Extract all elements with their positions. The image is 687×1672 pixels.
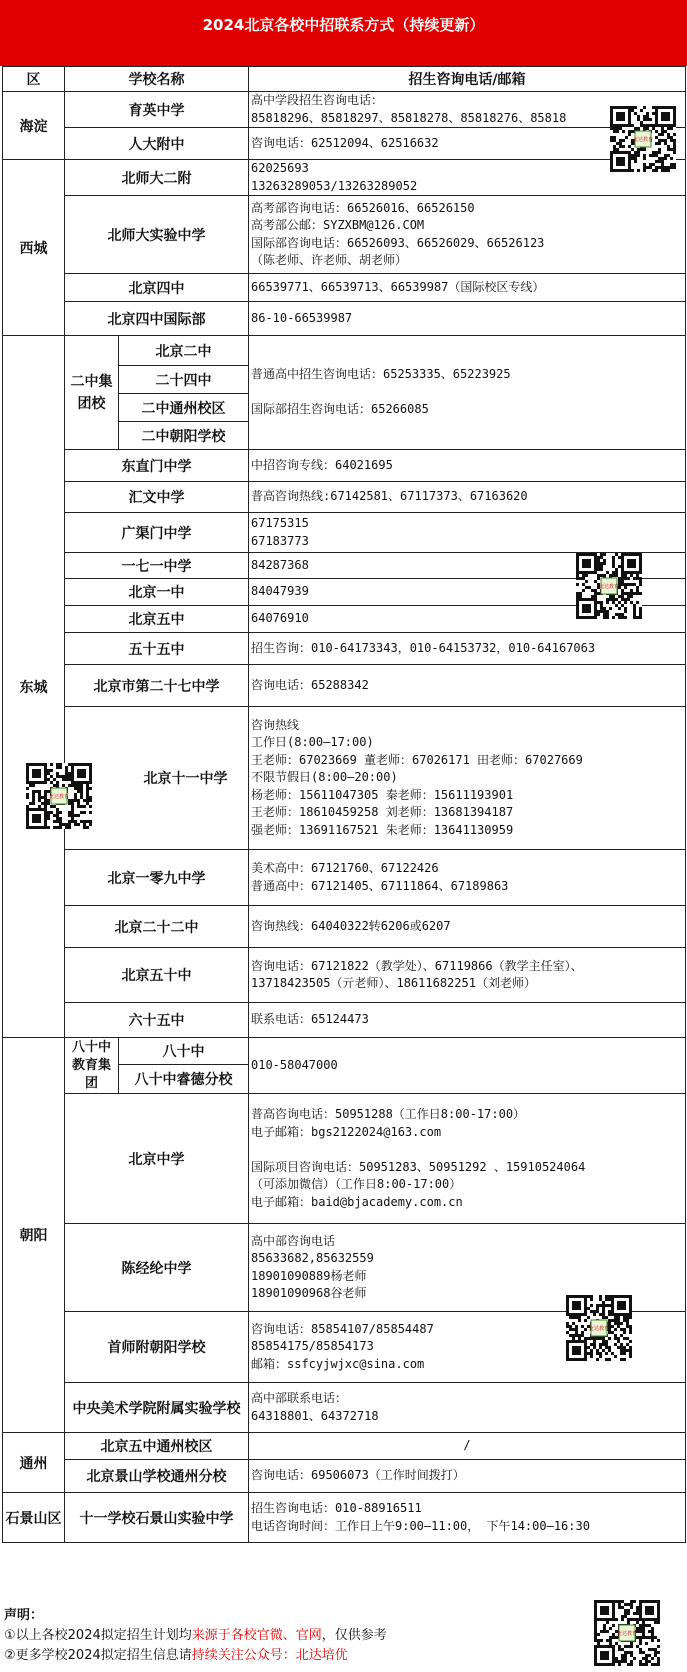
contact-info: 美术高中：67121760、67122426 普通高中：67121405、67111864、67189863: [249, 850, 686, 906]
table-row: [3, 1038, 686, 1065]
school-name: 北京五中: [65, 606, 249, 633]
school-name: 二十四中: [119, 366, 249, 394]
school-name: 二中朝阳学校: [119, 422, 249, 450]
school-name: 北京四中国际部: [65, 302, 249, 336]
contact-info: 高考部咨询电话：66526016、66526150 高考部公邮：SYZXBM@126.COM 国际部咨询电话：66526093、66526029、66526123 （陈老师、许老师、胡老师）: [249, 196, 686, 274]
contact-info: 67175315 67183773: [249, 513, 686, 553]
contact-info: 010-58047000: [249, 1038, 686, 1094]
school-name: 六十五中: [65, 1003, 249, 1038]
disclaimer-heading: 声明：: [4, 1608, 44, 1623]
district-cell: 石景山区: [3, 1493, 65, 1543]
group-name: 八十中教育集团: [65, 1038, 119, 1094]
school-name: 北京景山学校通州分校: [65, 1460, 249, 1493]
contact-info: 咨询热线：64040322转6206或6207: [249, 906, 686, 948]
table-row: [3, 1460, 686, 1493]
svg-text:北达教育: 北达教育: [632, 137, 654, 143]
contact-info: 咨询电话：69506073（工作时间拨打）: [249, 1460, 686, 1493]
contact-info: 高中部联系电话： 64318801、64372718: [249, 1383, 686, 1433]
school-name: 一七一中学: [65, 553, 249, 579]
contact-info: 咨询电话：85854107/85854487 85854175/85854173 邮箱：ssfcyjwjxc@sina.com: [249, 1312, 686, 1383]
contact-info: 联系电话：65124473: [249, 1003, 686, 1038]
header-district: 区: [3, 67, 65, 92]
contact-info: 咨询电话：65288342: [249, 665, 686, 707]
table-header-row: [3, 67, 686, 92]
school-name: 北京一零九中学: [65, 850, 249, 906]
svg-text:北达教育: 北达教育: [598, 584, 620, 590]
school-name: 北京四中: [65, 274, 249, 302]
school-name: 东直门中学: [65, 450, 249, 482]
table-row: [3, 336, 686, 366]
qr-code-image: [576, 553, 642, 619]
qr-code-image: [610, 106, 676, 172]
contact-info: 普高咨询电话：50951288（工作日8:00-17:00） 电子邮箱：bgs2122024@163.com 国际项目咨询电话：50951283、50951292 、15910524064 （可添加微信）（工作日8:00-17:00） 电子邮箱：baid@bjacademy.com.cn: [249, 1094, 686, 1224]
contact-info: 普高咨询热线:67142581、67117373、67163620: [249, 482, 686, 513]
table-row: [3, 948, 686, 1003]
district-cell: 东城: [3, 336, 65, 1038]
school-name: 北京市第二十七中学: [65, 665, 249, 707]
qr-code-image: [594, 1600, 660, 1666]
disclaimer: [4, 1606, 564, 1666]
contact-info: 86-10-66539987: [249, 302, 686, 336]
school-name: 汇文中学: [65, 482, 249, 513]
qr-code-image: [566, 1295, 632, 1361]
contact-info: 咨询热线 工作日(8:00—17:00) 王老师：67023669 董老师：67026171 田老师：67027669 不限节假日(8:00—20:00) 杨老师：15611047305 秦老师：15611193901 王老师：18610459258 刘老师：13681394187 强老师：13691167521 朱老师：13641130959: [249, 707, 686, 850]
district-cell: 朝阳: [3, 1038, 65, 1433]
school-name: 五十五中: [65, 633, 249, 665]
district-cell: 西城: [3, 160, 65, 336]
table-row: [3, 92, 686, 128]
table-row: [3, 1383, 686, 1433]
contact-info: 84047939: [249, 579, 686, 606]
table-row: [3, 513, 686, 553]
table-row: [3, 665, 686, 707]
contact-info: 招生咨询：010-64173343，010-64153732，010-64167063: [249, 633, 686, 665]
table-row: [3, 707, 686, 850]
contact-info: 84287368: [249, 553, 686, 579]
svg-text:北达教育: 北达教育: [616, 1631, 638, 1637]
contact-info: 64076910: [249, 606, 686, 633]
contact-info: 咨询电话：67121822（教学处）、67119866（教学主任室）、 13718423505（亓老师）、18611682251（刘老师）: [249, 948, 686, 1003]
contact-info: 高中学段招生咨询电话： 85818296、85818297、85818278、85818276、85818: [249, 92, 686, 128]
header-contact: 招生咨询电话/邮箱: [249, 67, 686, 92]
school-name: 北京五十中: [65, 948, 249, 1003]
table-row: [3, 196, 686, 274]
disclaimer-line-2: ②更多学校2024拟定招生信息请持续关注公众号：北达培优: [4, 1648, 348, 1663]
table-row: [3, 906, 686, 948]
table-row: [3, 302, 686, 336]
page-title: 2024北京各校中招联系方式（持续更新）: [0, 0, 687, 66]
contact-info: 咨询电话：62512094、62516632: [249, 128, 686, 160]
school-name: 育英中学: [65, 92, 249, 128]
svg-text:北达教育: 北达教育: [588, 1326, 610, 1332]
contact-info: /: [249, 1433, 686, 1460]
school-name: 北师大二附: [65, 160, 249, 196]
school-name: 八十中睿德分校: [119, 1065, 249, 1094]
school-name: 北京一中: [65, 579, 249, 606]
school-name: 北京二十二中: [65, 906, 249, 948]
table-row: [3, 633, 686, 665]
school-name: 中央美术学院附属实验学校: [65, 1383, 249, 1433]
contact-info: 高中部咨询电话 85633682,85632559 18901090889杨老师 18901090968谷老师: [249, 1224, 686, 1312]
table-row: [3, 1493, 686, 1543]
school-name: 北京十一中学: [65, 707, 249, 850]
contact-info: 普通高中招生咨询电话：65253335、65223925 国际部招生咨询电话：65266085: [249, 336, 686, 450]
school-name: 八十中: [119, 1038, 249, 1065]
disclaimer-line-1: ①以上各校2024拟定招生计划均来源于各校官微、官网，仅供参考: [4, 1628, 387, 1643]
school-name: 人大附中: [65, 128, 249, 160]
table-row: [3, 160, 686, 196]
table-row: [3, 1433, 686, 1460]
svg-text:北达教育: 北达教育: [48, 794, 70, 800]
school-name: 十一学校石景山实验中学: [65, 1493, 249, 1543]
table-row: [3, 1094, 686, 1224]
school-name: 首师附朝阳学校: [65, 1312, 249, 1383]
district-cell: 海淀: [3, 92, 65, 160]
school-name: 北师大实验中学: [65, 196, 249, 274]
district-cell: 通州: [3, 1433, 65, 1493]
contact-info: 62025693 13263289053/13263289052: [249, 160, 686, 196]
group-name: 二中集团校: [65, 336, 119, 450]
school-name: 北京二中: [119, 336, 249, 366]
qr-code-image: [26, 763, 92, 829]
contact-info: 66539771、66539713、66539987（国际校区专线）: [249, 274, 686, 302]
school-name: 陈经纶中学: [65, 1224, 249, 1312]
table-row: [3, 482, 686, 513]
contact-info: 中招咨询专线：64021695: [249, 450, 686, 482]
school-name: 北京五中通州校区: [65, 1433, 249, 1460]
contact-info: 招生咨询电话：010-88916511 电话咨询时间：工作日上午9:00—11:00， 下午14:00—16:30: [249, 1493, 686, 1543]
table-row: [3, 850, 686, 906]
header-school: 学校名称: [65, 67, 249, 92]
table-row: [3, 450, 686, 482]
school-name: 二中通州校区: [119, 394, 249, 422]
school-name: 北京中学: [65, 1094, 249, 1224]
table-row: [3, 1003, 686, 1038]
table-row: [3, 274, 686, 302]
school-name: 广渠门中学: [65, 513, 249, 553]
table-row: [3, 128, 686, 160]
